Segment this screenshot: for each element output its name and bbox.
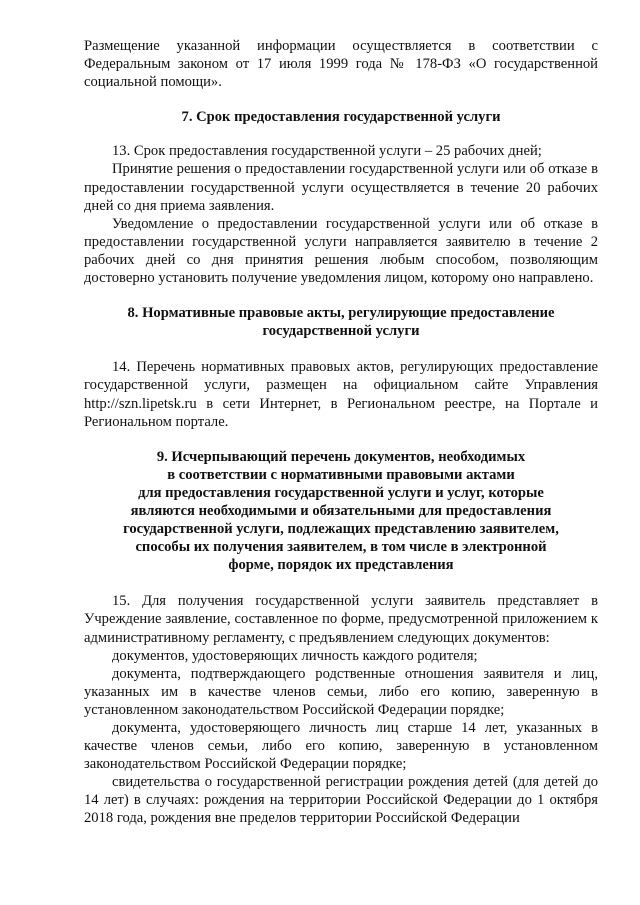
section-7-paragraph: Принятие решения о предоставлении государственной услуги или об отказе в предоставлении государственной услуги осуществляется в течение 20 рабочих дней со дня приема заявления. (84, 161, 598, 214)
section-8-heading: государственной услуги (262, 323, 420, 340)
section-9-paragraph: документа, подтверждающего родственные отношения заявителя и лиц, указанных им в качестве членов семьи, либо его копию, заверенную в установленном законодательством Российской Федерации порядке; (84, 665, 598, 718)
section-9-heading: являются необходимыми и обязательными для предоставления (130, 502, 552, 519)
section-9-heading: в соответствии с нормативными правовыми актами (167, 466, 515, 483)
section-9-paragraph: документа, удостоверяющего личность лиц старше 14 лет, указанных в качестве членов семьи, либо его копию, заверенную в установленном законодательством Российской Федерации порядке; (84, 720, 598, 773)
section-8-paragraph: 14. Перечень нормативных правовых актов, регулирующих предоставление государственной услуги, размещен на официальном сайте Управления http://szn.lipetsk.ru в сети Интернет, в Региональном реестре, на Портале и Региональном портале. (84, 359, 598, 430)
section-7-paragraph: 13. Срок предоставления государственной услуги – 25 рабочих дней; (112, 143, 542, 160)
section-9-heading: форме, порядок их представления (228, 557, 454, 574)
section-9-heading: способы их получения заявителем, в том числе в электронной (135, 539, 547, 556)
section-9-heading: государственной услуги, подлежащих представлению заявителем, (123, 521, 559, 538)
section-9-heading: 9. Исчерпывающий перечень документов, необходимых (156, 448, 526, 465)
section-9-heading: для предоставления государственной услуги и услуг, которые (138, 484, 544, 501)
intro-paragraph: Размещение указанной информации осуществляется в соответствии с Федеральным законом от 17 июля 1999 года № 178-ФЗ «О государственной социальной помощи». (84, 38, 598, 91)
section-9-paragraph: свидетельства о государственной регистрации рождения детей (для детей до 14 лет) в случаях: рождения на территории Российской Федерации до 1 октября 2018 года, рождения вне пределов территории Российской Федерации (84, 774, 598, 827)
section-7-paragraph: Уведомление о предоставлении государственной услуги или об отказе в предоставлении государственной услуги направляется заявителю в течение 2 рабочих дней со дня принятия решения любым способом, позволяющим достоверно установить получение уведомления лицом, которому оно направлено. (84, 215, 598, 287)
section-8-heading: 8. Нормативные правовые акты, регулирующие предоставление (127, 305, 555, 322)
section-7-heading: 7. Срок предоставления государственной услуги (181, 109, 501, 126)
document-page (84, 37, 598, 828)
section-9-paragraph: 15. Для получения государственной услуги заявитель представляет в Учреждение заявление, составленное по форме, предусмотренной приложением к административному регламенту, с предъявлением следующих документов: (84, 593, 598, 646)
section-9-paragraph: документов, удостоверяющих личность каждого родителя; (112, 647, 478, 664)
